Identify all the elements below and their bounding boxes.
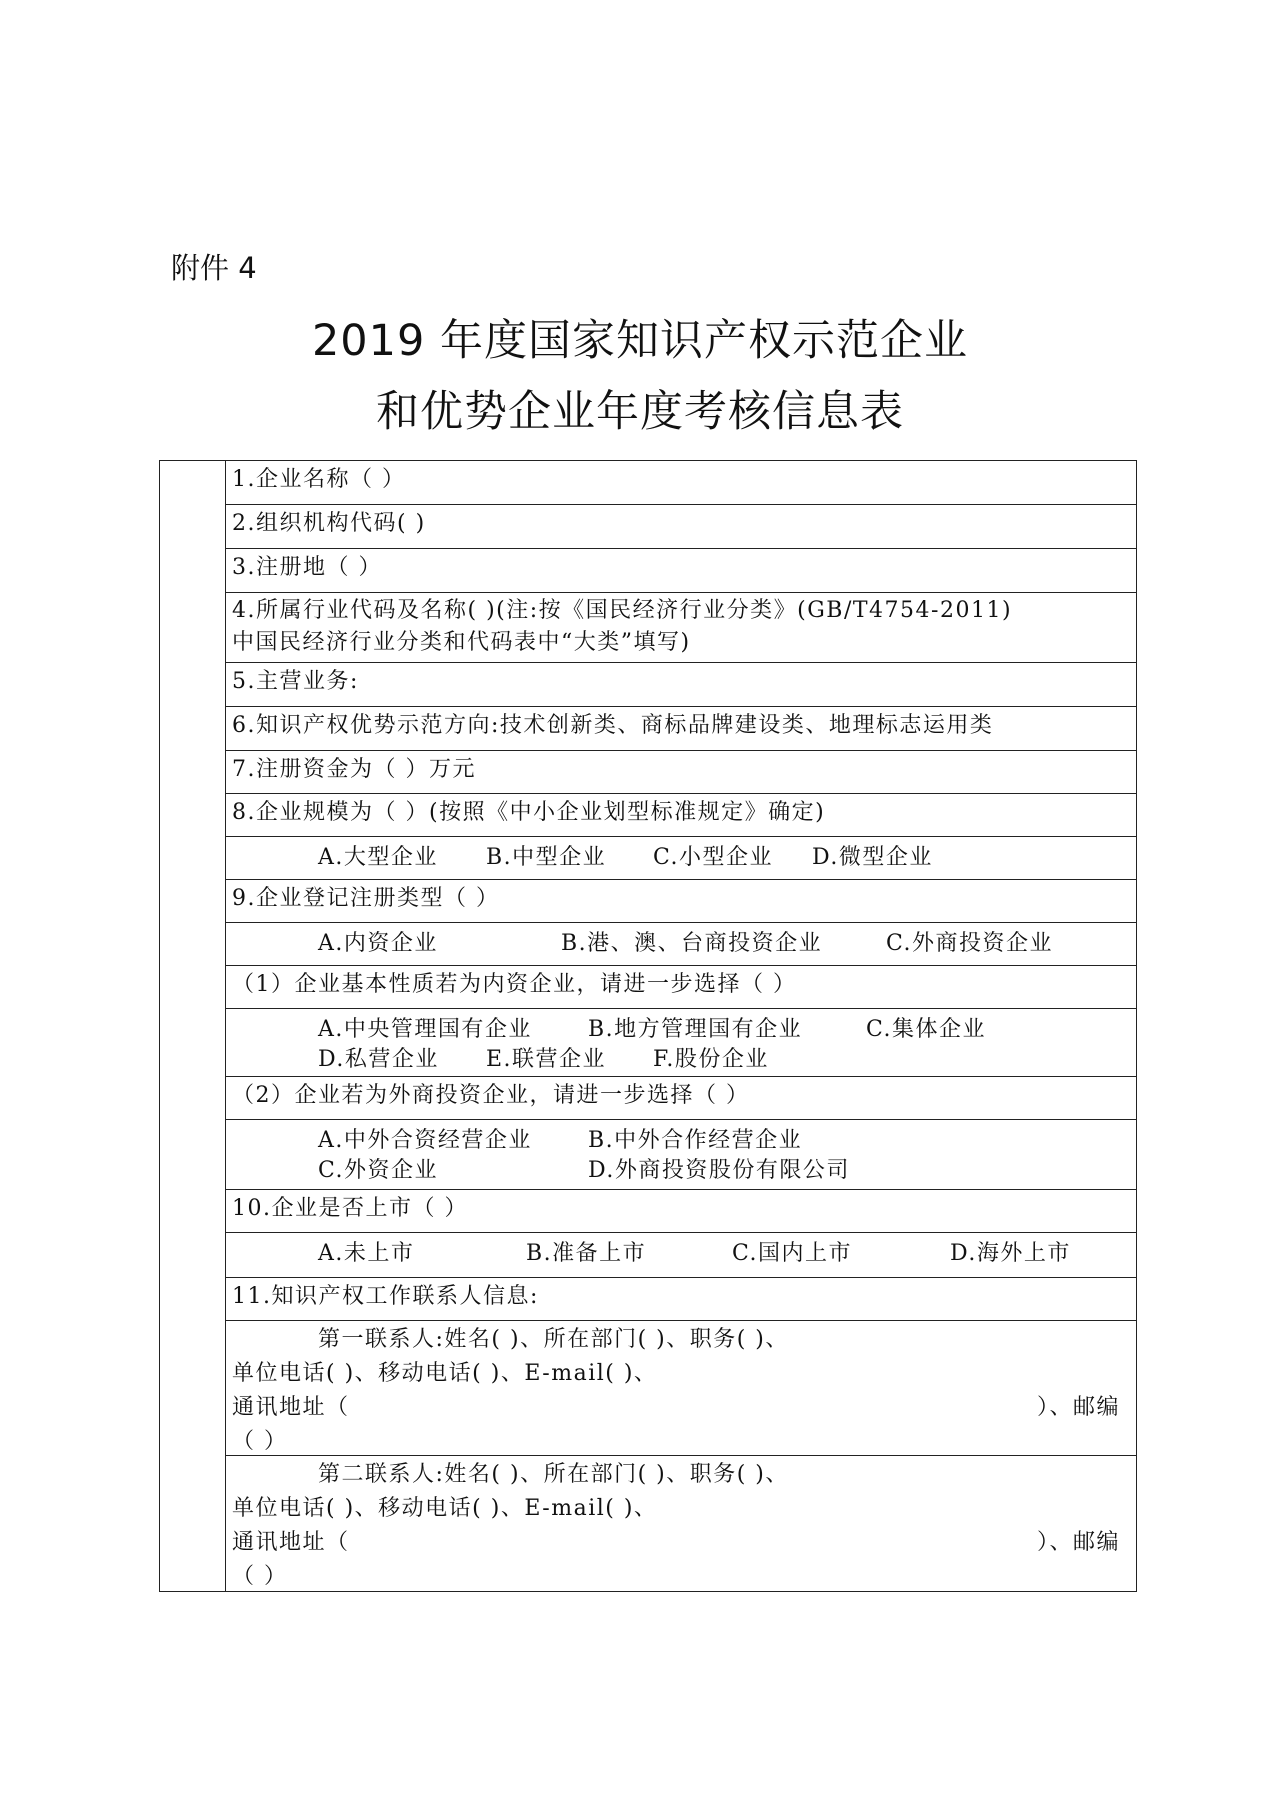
industry-code-line-2: 中国民经济行业分类和代码表中“大类”填写)	[232, 630, 691, 655]
domestic-option-private[interactable]: D.私营企业	[318, 1047, 439, 1072]
registration-place-text: 3.注册地（ ）	[232, 555, 382, 580]
foreign-option-cooperative-jv[interactable]: B.中外合作经营企业	[588, 1128, 803, 1153]
foreign-nature-text: （2）企业若为外商投资企业，请进一步选择（ ）	[232, 1083, 750, 1108]
form-left-column	[160, 461, 226, 1591]
page-title-line-2: 和优势企业年度考核信息表	[376, 387, 904, 437]
contact-1-line-2: 单位电话( )、移动电话( )、E-mail( )、	[232, 1361, 658, 1386]
attachment-label: 附件 4	[171, 251, 257, 285]
row-registration-type[interactable]	[226, 880, 1136, 923]
scale-option-large[interactable]: A.大型企业	[318, 845, 438, 870]
contact-heading-text: 11.知识产权工作联系人信息:	[232, 1284, 539, 1309]
contact-1-line-3: 通讯地址（ ）、邮编	[232, 1395, 1121, 1420]
row-industry-code[interactable]	[226, 593, 1136, 663]
contact-2-line-3: 通讯地址（ ）、邮编	[232, 1530, 1121, 1555]
form-rows	[226, 461, 1136, 1591]
row-domestic-nature[interactable]	[226, 966, 1136, 1009]
page-title-line-1: 2019 年度国家知识产权示范企业	[311, 316, 969, 366]
row-company-scale-options[interactable]	[226, 837, 1136, 880]
row-contact-heading	[226, 1278, 1136, 1321]
domestic-nature-text: （1）企业基本性质若为内资企业，请进一步选择（ ）	[232, 972, 797, 997]
org-code-text: 2.组织机构代码( )	[232, 511, 426, 536]
foreign-option-foreign-shareholding[interactable]: D.外商投资股份有限公司	[588, 1158, 850, 1183]
row-company-name[interactable]	[226, 461, 1136, 505]
reg-option-hk-macau-taiwan[interactable]: B.港、澳、台商投资企业	[561, 931, 823, 956]
contact-2-line-1: 第二联系人:姓名( )、所在部门( )、职务( )、	[318, 1462, 789, 1487]
foreign-option-equity-jv[interactable]: A.中外合资经营企业	[318, 1128, 532, 1153]
row-contact-1[interactable]	[226, 1321, 1136, 1456]
row-company-scale[interactable]	[226, 794, 1136, 837]
row-listed-options[interactable]	[226, 1233, 1136, 1278]
row-registration-place[interactable]	[226, 549, 1136, 593]
row-main-business[interactable]	[226, 663, 1136, 707]
main-business-text: 5.主营业务:	[232, 669, 359, 694]
domestic-option-collective[interactable]: C.集体企业	[866, 1017, 987, 1042]
reg-option-domestic[interactable]: A.内资企业	[318, 931, 438, 956]
row-foreign-nature[interactable]	[226, 1077, 1136, 1120]
domestic-option-central-soe[interactable]: A.中央管理国有企业	[318, 1017, 532, 1042]
registered-capital-text: 7.注册资金为（ ）万元	[232, 757, 476, 782]
reg-option-foreign[interactable]: C.外商投资企业	[886, 931, 1054, 956]
listed-option-overseas[interactable]: D.海外上市	[950, 1241, 1071, 1266]
contact-1-line-4: （ ）	[232, 1429, 288, 1454]
scale-option-medium[interactable]: B.中型企业	[486, 845, 607, 870]
row-contact-2[interactable]	[226, 1456, 1136, 1593]
domestic-option-joint[interactable]: E.联营企业	[486, 1047, 607, 1072]
scale-option-micro[interactable]: D.微型企业	[812, 845, 933, 870]
contact-2-line-2: 单位电话( )、移动电话( )、E-mail( )、	[232, 1496, 658, 1521]
industry-code-line-1: 4.所属行业代码及名称( )(注:按《国民经济行业分类》(GB/T4754-2011)	[232, 598, 1013, 623]
row-org-code[interactable]	[226, 505, 1136, 549]
listed-option-domestic[interactable]: C.国内上市	[732, 1241, 853, 1266]
row-registered-capital[interactable]	[226, 751, 1136, 794]
registration-type-text: 9.企业登记注册类型（ ）	[232, 886, 500, 911]
row-registration-type-options[interactable]	[226, 923, 1136, 966]
foreign-option-wholly-foreign[interactable]: C.外资企业	[318, 1158, 439, 1183]
row-foreign-nature-options[interactable]	[226, 1120, 1136, 1190]
row-ip-direction[interactable]	[226, 707, 1136, 751]
company-name-text: 1.企业名称（ ）	[232, 467, 406, 492]
listed-option-not-listed[interactable]: A.未上市	[318, 1241, 415, 1266]
scale-option-small[interactable]: C.小型企业	[653, 845, 774, 870]
listed-text: 10.企业是否上市（ ）	[232, 1196, 468, 1221]
row-listed[interactable]	[226, 1190, 1136, 1233]
domestic-option-local-soe[interactable]: B.地方管理国有企业	[588, 1017, 803, 1042]
row-domestic-nature-options[interactable]	[226, 1009, 1136, 1077]
ip-direction-text: 6.知识产权优势示范方向:技术创新类、商标品牌建设类、地理标志运用类	[232, 713, 994, 738]
listed-option-preparing[interactable]: B.准备上市	[526, 1241, 647, 1266]
domestic-option-shareholding[interactable]: F.股份企业	[653, 1047, 769, 1072]
company-scale-text: 8.企业规模为（ ）(按照《中小企业划型标准规定》确定)	[232, 800, 826, 825]
info-form-table	[159, 460, 1137, 1592]
contact-1-line-1: 第一联系人:姓名( )、所在部门( )、职务( )、	[318, 1327, 789, 1352]
contact-2-line-4: （ ）	[232, 1564, 288, 1589]
